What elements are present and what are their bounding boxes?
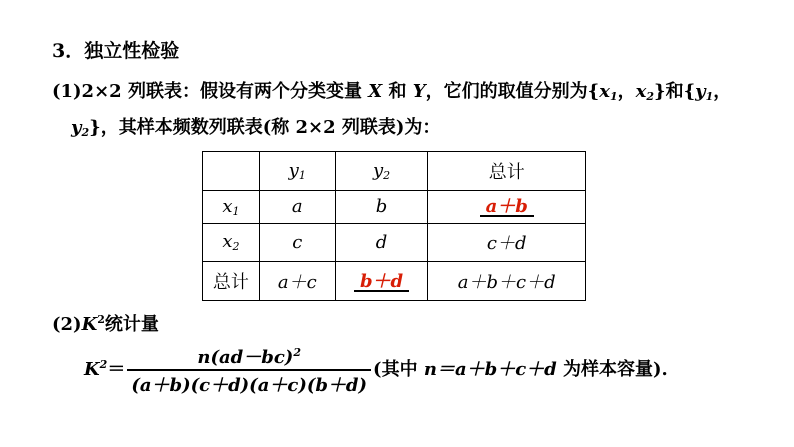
answer-a-plus-b: a＋b (480, 199, 534, 217)
cell-total-row2: c＋d (428, 223, 586, 262)
formula-fraction (127, 343, 371, 397)
y2: $y_2$ (71, 117, 90, 139)
x1: $x_1$ (599, 81, 618, 103)
x2: $x_2$ (635, 81, 654, 103)
cell-total-col2 (335, 262, 428, 301)
cell-d: d (335, 223, 428, 262)
header-y1: $y_1$ (259, 152, 335, 191)
k2-formula (84, 343, 668, 397)
close-brace: } (89, 117, 101, 138)
row-label-total: 总计 (203, 262, 260, 301)
header-y2: $y_2$ (335, 152, 428, 191)
line2-text: ，其样本频数列联表(称 2×2 列联表)为： (100, 117, 441, 138)
contingency-table (202, 151, 586, 301)
var-y: Y (412, 81, 426, 102)
cell-c: c (259, 223, 335, 262)
y1: $y_1$ (695, 81, 714, 103)
answer-b-plus-d: b＋d (354, 274, 409, 292)
row-label-x2: $x_2$ (203, 223, 260, 262)
header-blank (203, 152, 260, 191)
table-row (203, 262, 586, 301)
comma: ， (617, 81, 636, 102)
item1-label: (1)2×2 列联表：假设有两个分类变量 (52, 81, 362, 102)
comma2: ， (713, 81, 732, 102)
formula-eq: ＝ (107, 359, 126, 380)
header-total: 总计 (428, 152, 586, 191)
formula-note-post: 为样本容量). (563, 359, 668, 380)
k2-statistic-title: $(2)K^2$统计量 (52, 313, 159, 335)
and-word: 和 (388, 81, 407, 102)
cell-a-plus-c: a＋c (259, 262, 335, 301)
cell-b: b (335, 190, 428, 223)
formula-lhs: $K^2$ (84, 358, 108, 380)
table-row (203, 190, 586, 223)
cell-total-row1 (428, 190, 586, 223)
var-x: X (368, 81, 383, 102)
close-and: }和{ (654, 81, 696, 102)
values-text: ，它们的取值分别为{ (425, 81, 600, 102)
table-row (203, 223, 586, 262)
contingency-intro-line-2 (71, 113, 440, 139)
formula-denominator: (a＋b)(c＋d)(a＋c)(b＋d) (127, 369, 371, 397)
formula-note-pre: (其中 (373, 359, 418, 380)
contingency-intro-line (52, 77, 731, 103)
table-header-row (203, 152, 586, 191)
cell-grand-total: a＋b＋c＋d (428, 262, 586, 301)
row-label-x1: $x_1$ (203, 190, 260, 223)
section-title: 3．独立性检验 (52, 40, 180, 62)
formula-note-expr: n＝a＋b＋c＋d (423, 359, 557, 380)
formula-numerator: $n(ad-bc)^2$ (197, 346, 301, 368)
cell-a: a (259, 190, 335, 223)
